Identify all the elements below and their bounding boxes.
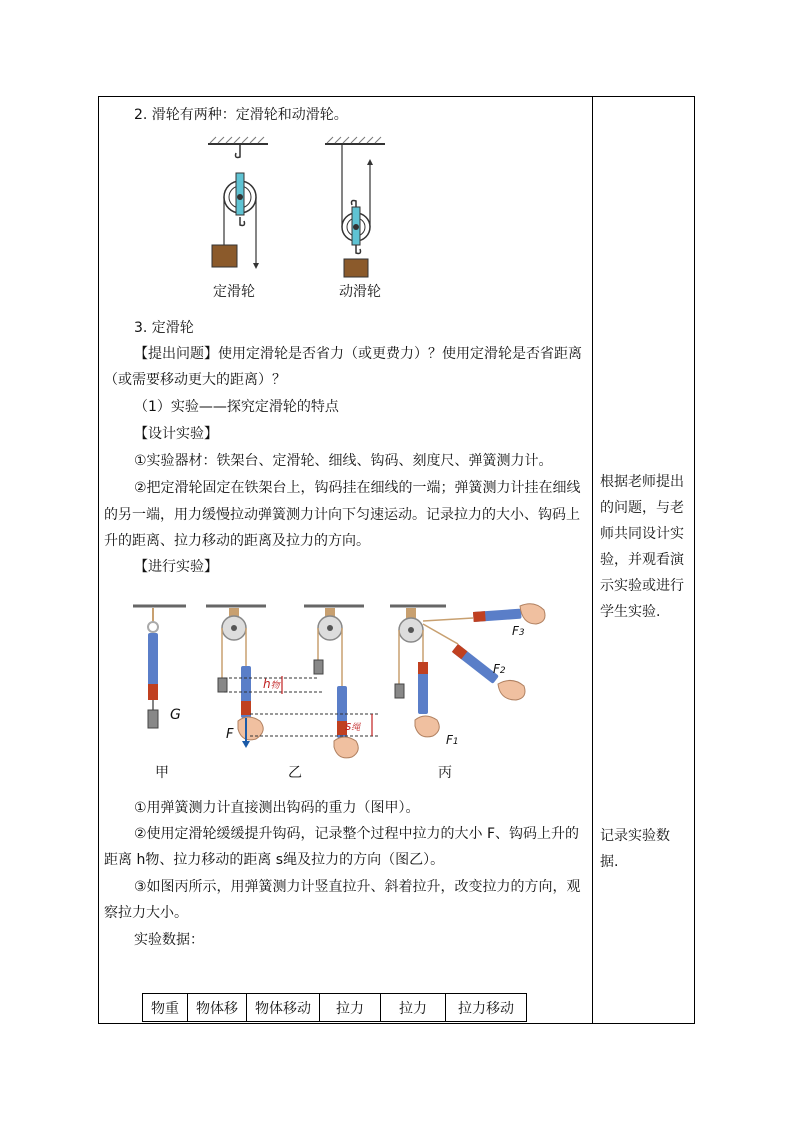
text-question-line-2: （或需要移动更大的距离）？: [104, 372, 286, 388]
table-header-cell: 拉力移动: [446, 994, 527, 1022]
label-F3: F3: [512, 624, 525, 638]
text-line-fixed-pulley: 3. 定滑轮: [134, 320, 194, 336]
table-header-cell: 物重: [143, 994, 188, 1022]
label-G: G: [170, 707, 181, 723]
text-step-2-line-1: ②把定滑轮固定在铁架台上，钩码挂在细线的一端；弹簧测力计挂在细线: [134, 480, 581, 496]
label-F1: F1: [446, 733, 459, 747]
text-step-1: ①实验器材：铁架台、定滑轮、细线、钩码、刻度尺、弹簧测力计。: [134, 453, 553, 469]
table-header-cell: 拉力: [381, 994, 446, 1022]
figure-experiment-setups: [128, 596, 568, 761]
text-step-2-line-3: 升的距离、拉力移动的距离及拉力的方向。: [104, 533, 370, 549]
table-header-cell: 物体移: [188, 994, 247, 1022]
label-movable-pulley: 动滑轮: [339, 284, 381, 300]
table-header-row: [143, 994, 527, 1022]
text-do-title: 【进行实验】: [134, 559, 218, 575]
text-proc-3-line-1: ③如图丙所示，用弹簧测力计竖直拉升、斜着拉升，改变拉力的方向，观: [134, 879, 581, 895]
column-divider: [592, 96, 593, 1024]
label-fig-a: 甲: [155, 765, 169, 781]
label-F: F: [226, 727, 234, 742]
label-h: h物: [263, 677, 280, 691]
table-header-cell: 拉力: [320, 994, 381, 1022]
label-F2: F2: [493, 662, 506, 676]
text-question-line-1: 【提出问题】使用定滑轮是否省力（或更费力）？使用定滑轮是否省距离: [134, 346, 582, 362]
text-proc-2-line-1: ②使用定滑轮缓缓提升钩码，记录整个过程中拉力的大小 F、钩码上升的: [134, 826, 580, 842]
text-data-title: 实验数据：: [134, 932, 204, 948]
table-header-cell: 物体移动: [247, 994, 320, 1022]
text-proc-3-line-2: 察拉力大小。: [104, 905, 188, 921]
text-design-title: 【设计实验】: [134, 426, 218, 442]
label-s: s绳: [345, 719, 361, 733]
text-proc-1: ①用弹簧测力计直接测出钩码的重力（图甲）。: [134, 800, 420, 816]
figure-pulley-types: [190, 135, 400, 280]
text-proc-2-line-2: 距离 h物、拉力移动的距离 s绳及拉力的方向（图乙）。: [104, 852, 445, 868]
label-fig-c: 丙: [438, 765, 452, 781]
side-note-record: 记录实验数 据.: [600, 828, 670, 870]
text-line-pulley-types: 2. 滑轮有两种：定滑轮和动滑轮。: [134, 107, 348, 123]
label-fixed-pulley: 定滑轮: [213, 284, 255, 300]
label-fig-b: 乙: [288, 765, 302, 781]
data-table: [142, 993, 527, 1022]
side-note-design: 根据老师提出 的问题，与老 师共同设计实 验，并观看演 示实验或进行 学生实验.: [600, 474, 684, 620]
text-experiment-title: （1）实验——探究定滑轮的特点: [134, 399, 339, 415]
text-step-2-line-2: 的另一端，用力缓慢拉动弹簧测力计向下匀速运动。记录拉力的大小、钩码上: [104, 507, 580, 523]
